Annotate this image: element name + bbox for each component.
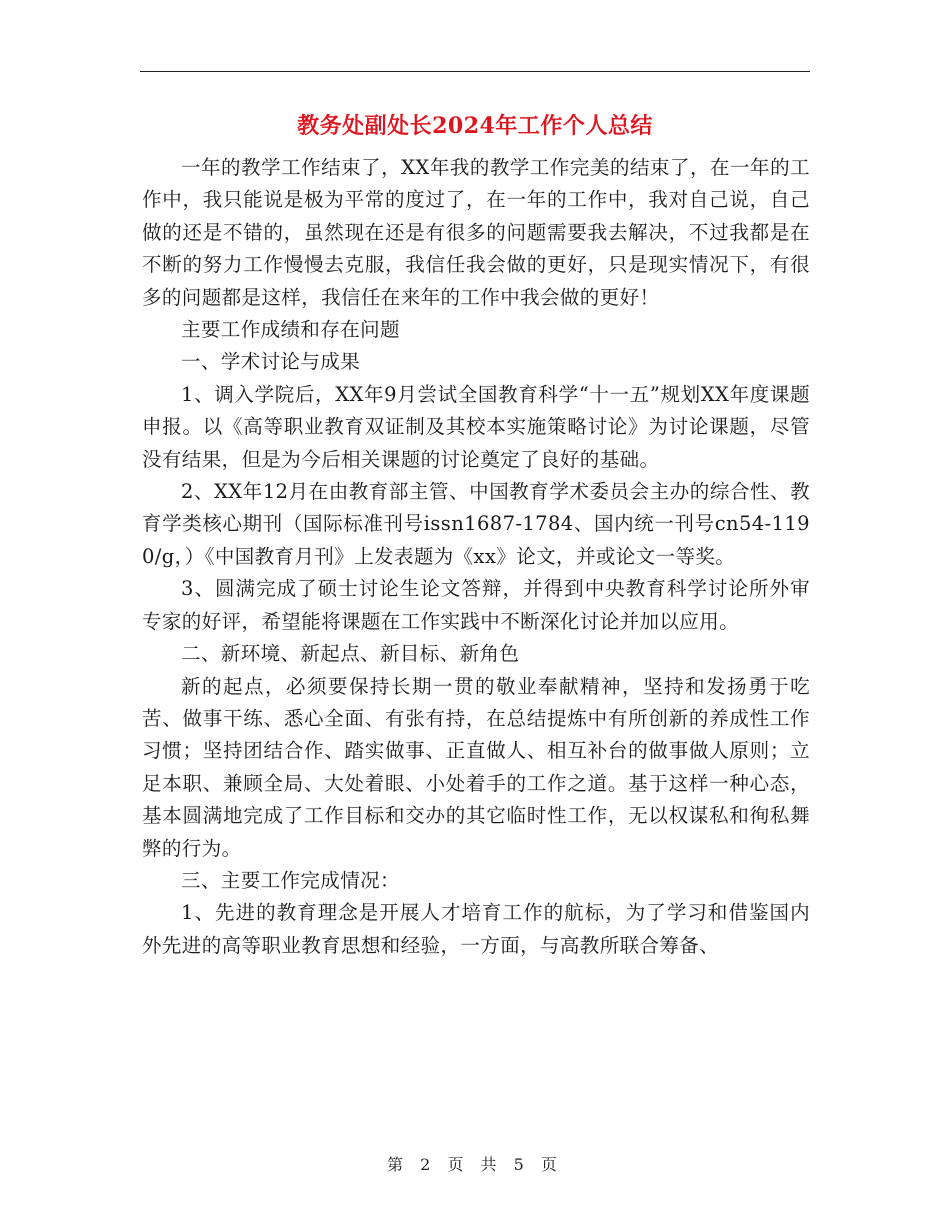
page-footer: 第 2 页 共 5 页 bbox=[387, 1155, 563, 1174]
paragraph-item-1: 1、调入学院后，XX年9月尝试全国教育科学“十一五”规划XX年度课题申报。以《高等职业教育双证制及其校本实施策略讨论》为讨论课题，尽管没有结果，但是为今后相关课题的讨论奠定了良好的基础。 bbox=[142, 382, 810, 471]
paragraph-new-start: 新的起点，必须要保持长期一贯的敬业奉献精神，坚持和发扬勇于吃苦、做事干练、悉心全面、有张有持，在总结提炼中有所创新的养成性工作习惯；坚持团结合作、踏实做事、正直做人、相互补台的做事做人原则；立足本职、兼顾全局、大处着眼、小处着手的工作之道。基于这样一种心态，基本圆满地完成了工作目标和交办的其它临时性工作，无以权谋私和徇私舞弊的行为。 bbox=[142, 674, 810, 860]
paragraph-section-3-item-1: 1、先进的教育理念是开展人才培育工作的航标，为了学习和借鉴国内外先进的高等职业教育思想和经验，一方面，与高教所联合筹备、 bbox=[142, 901, 810, 957]
paragraph-intro: 一年的教学工作结束了，XX年我的教学工作完美的结束了，在一年的工作中，我只能说是极为平常的度过了，在一年的工作中，我对自己说，自己做的还是不错的，虽然现在还是有很多的问题需要我去解决，不过我都是在不断的努力工作慢慢去克服，我信任我会做的更好，只是现实情况下，有很多的问题都是这样，我信任在来年的工作中我会做的更好！ bbox=[142, 156, 810, 309]
heading-section-3: 三、主要工作完成情况： bbox=[181, 868, 400, 892]
heading-achievements: 主要工作成绩和存在问题 bbox=[181, 318, 400, 342]
heading-section-1: 一、学术讨论与成果 bbox=[181, 350, 361, 374]
paragraph-item-2: 2、XX年12月在由教育部主管、中国教育学术委员会主办的综合性、教育学类核心期刊（国际标准刊号issn1687-1784、国内统一刊号cn54-1190/g，）《中国教育月刊》上发表题为《xx》论文，并或论文一等奖。 bbox=[142, 480, 810, 568]
paragraph-item-3: 3、圆满完成了硕士讨论生论文答辩，并得到中央教育科学讨论所外审专家的好评，希望能将课题在工作实践中不断深化讨论并加以应用。 bbox=[142, 577, 810, 633]
document-title: 教务处副处长2024年工作个人总结 bbox=[297, 113, 653, 139]
document-body bbox=[142, 152, 810, 962]
header-rule bbox=[140, 71, 810, 72]
heading-section-2: 二、新环境、新起点、新目标、新角色 bbox=[181, 642, 520, 666]
